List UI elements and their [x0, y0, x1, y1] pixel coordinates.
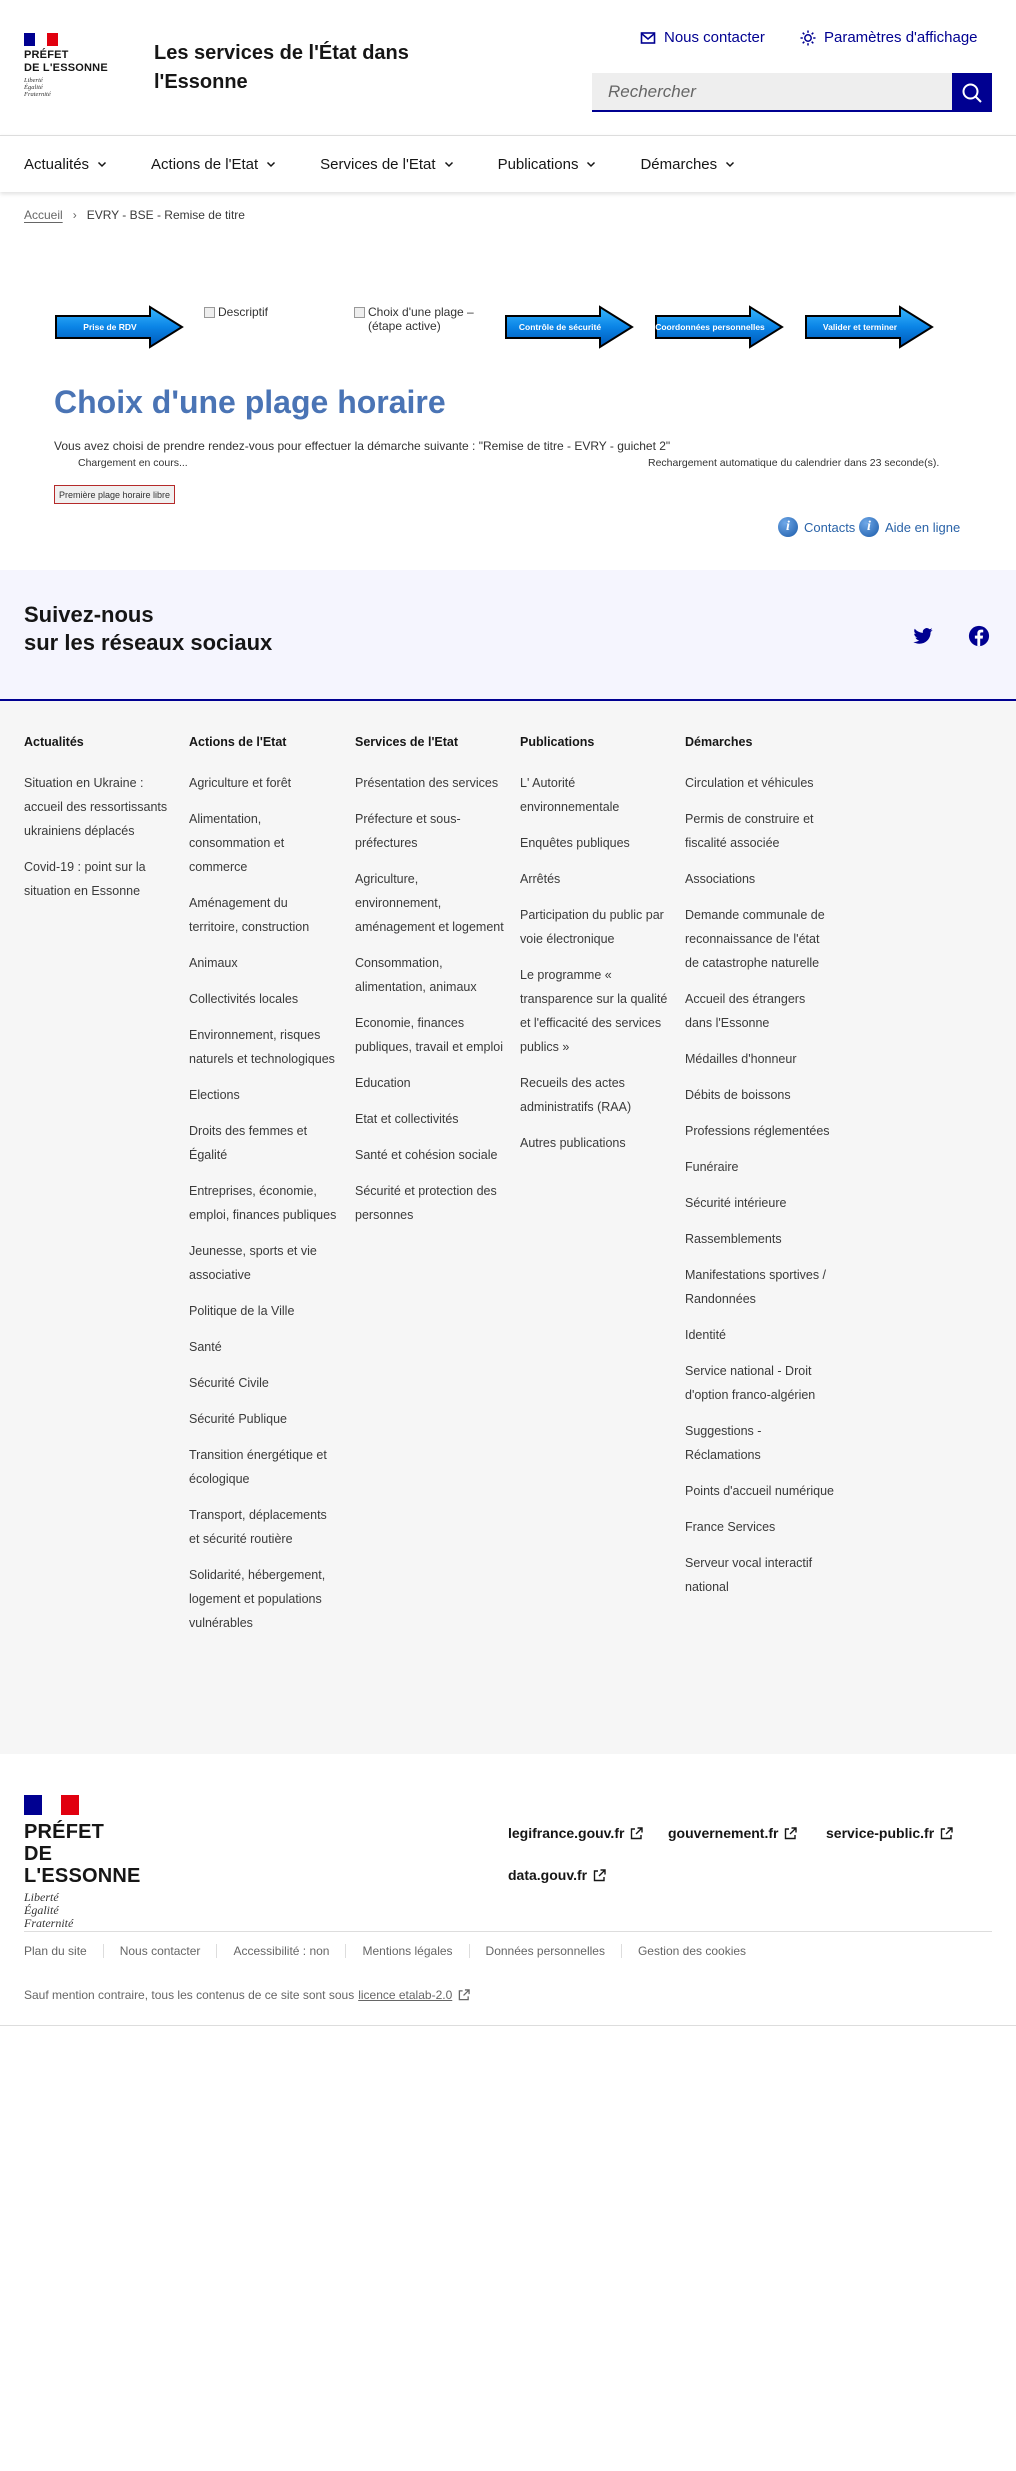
footer-link[interactable]: Permis de construire et fiscalité associée: [685, 812, 814, 850]
footer-column-actualites: [24, 735, 174, 915]
footer-column-title[interactable]: Publications: [520, 735, 595, 749]
footer-link[interactable]: Collectivités locales: [189, 992, 299, 1006]
donnees-personnelles-link[interactable]: Données personnelles: [469, 1944, 621, 1958]
broken-image-icon: [354, 307, 365, 318]
footer-column-title[interactable]: Services de l'Etat: [355, 735, 459, 749]
search-button[interactable]: [952, 73, 992, 112]
chevron-down-icon: [444, 159, 454, 169]
online-help-link[interactable]: i Aide en ligne: [859, 517, 960, 537]
french-flag-icon: [24, 1795, 79, 1815]
footer-link[interactable]: Education: [355, 1076, 411, 1090]
footer-link[interactable]: Sécurité intérieure: [685, 1196, 787, 1210]
legifrance-link[interactable]: legifrance.gouv.fr: [508, 1825, 643, 1841]
footer-link[interactable]: Accueil des étrangers dans l'Essonne: [685, 992, 806, 1030]
chevron-down-icon: [586, 159, 596, 169]
footer-link[interactable]: Débits de boissons: [685, 1088, 791, 1102]
search-input[interactable]: [592, 73, 952, 112]
chevron-down-icon: [725, 159, 735, 169]
logo-line-2: DE L'ESSONNE: [24, 1843, 141, 1887]
social-title: Suivez-nous sur les réseaux sociaux: [24, 602, 273, 655]
broken-image-icon: [204, 307, 215, 318]
gouvernement-link[interactable]: gouvernement.fr: [668, 1825, 797, 1841]
step-coordonnees: Coordonnées personnelles: [654, 305, 784, 349]
footer-column-demarches: [685, 735, 835, 1611]
footer-link[interactable]: Agriculture, environnement, aménagement et logement: [355, 872, 504, 934]
loading-text: Chargement en cours...: [78, 457, 188, 469]
contacts-link[interactable]: i Contacts: [778, 517, 855, 537]
footer-link[interactable]: Présentation des services: [355, 776, 499, 790]
legal-links: [24, 1944, 762, 1958]
external-link-icon: [630, 1827, 643, 1840]
booking-intro-text: Vous avez choisi de prendre rendez-vous pour effectuer la démarche suivante : "Remise de titre - EVRY - guichet 2": [54, 439, 671, 453]
info-icon: i: [859, 517, 879, 537]
search-bar: [592, 73, 992, 112]
footer-link[interactable]: Consommation, alimentation, animaux: [355, 956, 477, 994]
contact-link[interactable]: Nous contacter: [640, 29, 765, 46]
sun-icon: [800, 30, 816, 46]
step-valider: Valider et terminer: [804, 305, 934, 349]
footer-link[interactable]: Circulation et véhicules: [685, 776, 814, 790]
footer-column-title[interactable]: Actualités: [24, 735, 84, 749]
footer-link[interactable]: Sécurité et protection des personnes: [355, 1184, 497, 1222]
facebook-icon[interactable]: [968, 625, 990, 647]
licence-etalab-link[interactable]: licence etalab-2.0: [358, 1988, 470, 2002]
footer-link[interactable]: Economie, finances publiques, travail et emploi: [355, 1016, 503, 1054]
logo-line-1: PRÉFET: [24, 1821, 105, 1843]
footer-link[interactable]: Transition énergétique et écologique: [189, 1448, 327, 1486]
footer-link[interactable]: Elections: [189, 1088, 240, 1102]
footer-link[interactable]: Service national - Droit d'option franco-algérien: [685, 1364, 816, 1402]
site-title[interactable]: Les services de l'État dans l'Essonne: [154, 42, 409, 93]
chevron-down-icon: [266, 159, 276, 169]
footer-link[interactable]: Médailles d'honneur: [685, 1052, 797, 1066]
nav-item-demarches[interactable]: Démarches: [640, 136, 735, 192]
footer-link[interactable]: Le programme « transparence sur la qualité et l'efficacité des services publics »: [520, 968, 668, 1054]
footer-link[interactable]: Enquêtes publiques: [520, 836, 630, 850]
breadcrumb-current: EVRY - BSE - Remise de titre: [86, 208, 245, 222]
nous-contacter-link[interactable]: Nous contacter: [103, 1944, 217, 1958]
step-prise-rdv: Prise de RDV: [54, 305, 184, 349]
data-gouv-link[interactable]: data.gouv.fr: [508, 1867, 606, 1883]
footer-link[interactable]: Transport, déplacements et sécurité routière: [189, 1508, 327, 1546]
footer-link[interactable]: L' Autorité environnementale: [520, 776, 620, 814]
footer-column-services-etat: [355, 735, 505, 1239]
page-title: Choix d'une plage horaire: [54, 384, 446, 420]
nav-item-services-etat[interactable]: Services de l'Etat: [320, 136, 453, 192]
footer-link[interactable]: Recueils des actes administratifs (RAA): [520, 1076, 632, 1114]
twitter-icon[interactable]: [912, 625, 934, 647]
footer-link[interactable]: Rassemblements: [685, 1232, 782, 1246]
footer-link[interactable]: Manifestations sportives / Randonnées: [685, 1268, 827, 1306]
footer-link[interactable]: Sécurité Civile: [189, 1376, 269, 1390]
step-choix-plage-image: Choix d'une plage – (étape active): [354, 305, 484, 333]
footer-link[interactable]: Situation en Ukraine : accueil des ressortissants ukrainiens déplacés: [24, 776, 168, 838]
booking-stepper: [54, 305, 954, 351]
footer-column-actions-etat: [189, 735, 339, 1647]
license-notice: Sauf mention contraire, tous les contenus de ce site sont sous licence etalab-2.0: [24, 1988, 470, 2002]
footer-link[interactable]: Environnement, risques naturels et technologiques: [189, 1028, 335, 1066]
footer-link[interactable]: Santé: [189, 1340, 222, 1354]
breadcrumb: [24, 208, 245, 222]
mail-icon: [640, 30, 656, 46]
footer-link[interactable]: Suggestions - Réclamations: [685, 1424, 762, 1462]
external-link-icon: [784, 1827, 797, 1840]
gestion-cookies-link[interactable]: Gestion des cookies: [621, 1944, 762, 1958]
nav-item-actualites[interactable]: Actualités: [24, 136, 107, 192]
nav-item-publications[interactable]: Publications: [498, 136, 597, 192]
logo-line-1: PRÉFET: [24, 49, 69, 61]
footer-link[interactable]: Préfecture et sous-préfectures: [355, 812, 461, 850]
external-link-icon: [593, 1869, 606, 1882]
social-band: [0, 570, 1016, 701]
footer-link[interactable]: Politique de la Ville: [189, 1304, 295, 1318]
footer-link[interactable]: Sécurité Publique: [189, 1412, 287, 1426]
prefet-logo[interactable]: [24, 33, 124, 98]
footer-column-title[interactable]: Démarches: [685, 735, 753, 749]
footer-link[interactable]: Etat et collectivités: [355, 1112, 459, 1126]
search-icon: [961, 82, 983, 104]
footer-link[interactable]: Alimentation, consommation et commerce: [189, 812, 285, 874]
plan-du-site-link[interactable]: Plan du site: [24, 1944, 87, 1958]
logo-motto: Liberté Égalité Fraternité: [24, 77, 51, 98]
footer-link[interactable]: Arrêtés: [520, 872, 561, 886]
breadcrumb-home[interactable]: Accueil: [24, 208, 63, 222]
french-flag-icon: [24, 33, 58, 46]
external-link-icon: [458, 1989, 470, 2001]
first-free-slot-button[interactable]: Première plage horaire libre: [54, 485, 175, 504]
footer-column-title[interactable]: Actions de l'Etat: [189, 735, 287, 749]
logo-line-2: DE L'ESSONNE: [24, 62, 108, 74]
footer-column-publications: [520, 735, 670, 1167]
footer-link[interactable]: Points d'accueil numérique: [685, 1484, 834, 1498]
footer-link[interactable]: Serveur vocal interactif national: [685, 1556, 813, 1594]
footer-link[interactable]: Animaux: [189, 956, 238, 970]
footer-sitemap: [0, 701, 1016, 1754]
external-link-icon: [940, 1827, 953, 1840]
site-header: [0, 0, 1016, 135]
footer-link[interactable]: Associations: [685, 872, 756, 886]
info-icon: i: [778, 517, 798, 537]
accessibilite-link[interactable]: Accessibilité : non: [216, 1944, 345, 1958]
nav-item-actions-etat[interactable]: Actions de l'Etat: [151, 136, 276, 192]
step-controle-securite: Contrôle de sécurité: [504, 305, 634, 349]
footer-link[interactable]: Participation du public par voie électronique: [520, 908, 664, 946]
footer-link[interactable]: Covid-19 : point sur la situation en Essonne: [24, 860, 146, 898]
footer-link[interactable]: Jeunesse, sports et vie associative: [189, 1244, 317, 1282]
footer-bottom: [0, 1754, 1016, 2026]
footer-link[interactable]: Aménagement du territoire, construction: [189, 896, 310, 934]
footer-link[interactable]: Identité: [685, 1328, 727, 1342]
footer-link[interactable]: Funéraire: [685, 1160, 739, 1174]
footer-link[interactable]: Autres publications: [520, 1136, 626, 1150]
footer-link[interactable]: Droits des femmes et Égalité: [189, 1124, 308, 1162]
main-nav: [0, 135, 1016, 192]
footer-link[interactable]: Professions réglementées: [685, 1124, 830, 1138]
mentions-legales-link[interactable]: Mentions légales: [345, 1944, 468, 1958]
footer-link[interactable]: Agriculture et forêt: [189, 776, 292, 790]
display-settings-link[interactable]: Paramètres d'affichage: [800, 29, 978, 46]
footer-link[interactable]: Santé et cohésion sociale: [355, 1148, 498, 1162]
footer-divider: [24, 1931, 992, 1932]
footer-prefet-logo[interactable]: [24, 1795, 141, 1930]
autoreload-countdown: Rechargement automatique du calendrier dans 23 seconde(s).: [648, 457, 940, 469]
chevron-down-icon: [97, 159, 107, 169]
logo-motto: Liberté Égalité Fraternité: [24, 1890, 74, 1930]
chevron-right-icon: ›: [72, 208, 77, 222]
footer-link[interactable]: Demande communale de reconnaissance de l'état de catastrophe naturelle: [685, 908, 825, 970]
footer-link[interactable]: France Services: [685, 1520, 776, 1534]
footer-link[interactable]: Entreprises, économie, emploi, finances publiques: [189, 1184, 337, 1222]
step-descriptif-image: Descriptif: [204, 305, 268, 319]
footer-link[interactable]: Solidarité, hébergement, logement et populations vulnérables: [189, 1568, 326, 1630]
service-public-link[interactable]: service-public.fr: [826, 1825, 953, 1841]
